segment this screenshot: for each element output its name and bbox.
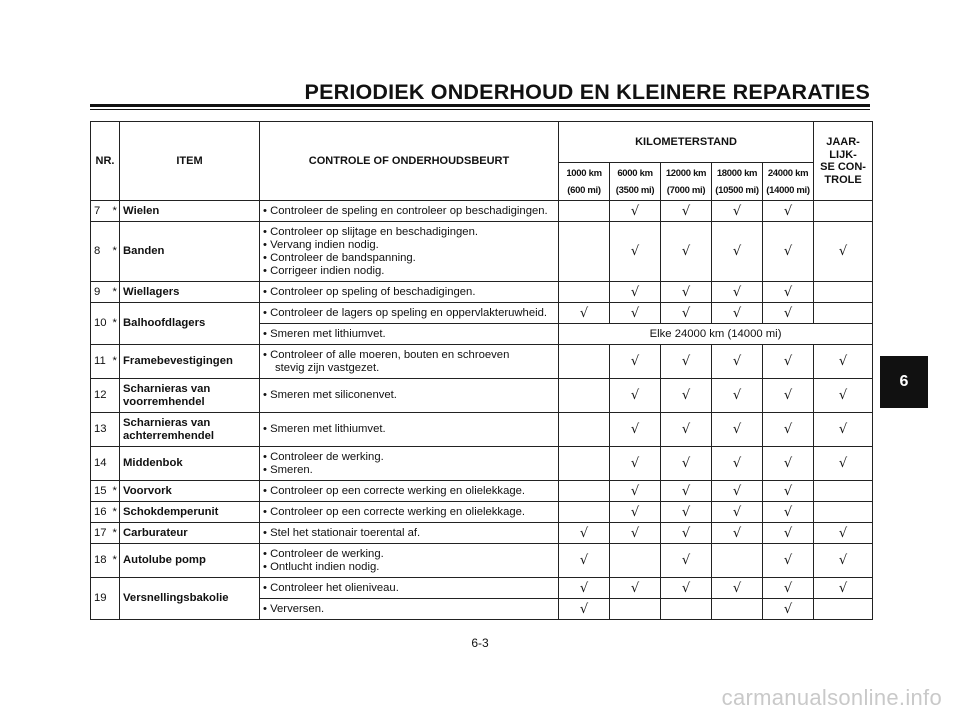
interval-check-cell (712, 447, 763, 481)
table-row (91, 447, 873, 481)
check-mark-icon: √ (630, 483, 640, 499)
item-name-line: Autolube pomp (123, 554, 206, 566)
interval-check-cell (763, 578, 814, 599)
task-description (260, 345, 559, 379)
task-description (260, 481, 559, 502)
check-mark-icon: √ (732, 244, 742, 259)
annual-line: SE CON- (820, 161, 866, 173)
interval-check-cell (559, 447, 610, 481)
dealer-service-marker (111, 578, 120, 620)
table-row (91, 282, 873, 303)
interval-check-cell (763, 413, 814, 447)
interval-check-cell (763, 222, 814, 282)
task-description (260, 523, 559, 544)
item-name (120, 201, 260, 222)
check-mark-icon: √ (732, 580, 742, 596)
dealer-service-marker: * (111, 523, 120, 544)
interval-check-cell (712, 303, 763, 324)
item-name-line: Versnellingsbakolie (123, 592, 229, 604)
check-mark-icon: √ (630, 422, 640, 437)
interval-check-cell (712, 413, 763, 447)
task-line: • Vervang indien nodig. (263, 238, 379, 251)
check-mark-icon: √ (732, 483, 742, 499)
interval-check-cell (763, 345, 814, 379)
interval-check-cell (559, 481, 610, 502)
task-description (260, 222, 559, 282)
header-row-top (91, 122, 873, 163)
km-label: 18000 km (716, 167, 758, 179)
check-mark-icon: √ (783, 354, 793, 369)
check-mark-icon: √ (630, 504, 640, 520)
mi-label: (14000 mi) (766, 184, 810, 196)
interval-check-cell (610, 544, 661, 578)
interval-check-cell (763, 201, 814, 222)
table-row (91, 523, 873, 544)
interval-check-cell (559, 413, 610, 447)
maintenance-table (90, 121, 873, 620)
check-mark-icon: √ (838, 580, 848, 596)
dealer-service-marker: * (111, 544, 120, 578)
table-row (91, 303, 873, 324)
task-line: • Controleer de speling en controleer op beschadigingen. (263, 204, 548, 217)
item-name-line: Wielen (123, 204, 160, 217)
task-description (260, 303, 559, 324)
annual-check-cell (814, 578, 873, 599)
item-name (120, 502, 260, 523)
interval-check-cell (559, 523, 610, 544)
col-header-check: CONTROLE OF ONDERHOUDSBEURT (260, 122, 559, 201)
item-name-line: Wiellagers (123, 285, 180, 298)
check-mark-icon: √ (630, 580, 640, 596)
row-number: 19 (91, 578, 111, 620)
check-mark-icon: √ (783, 284, 793, 300)
check-mark-icon: √ (783, 305, 793, 321)
row-number: 9 (91, 282, 111, 303)
item-name (120, 303, 260, 345)
table-row (91, 379, 873, 413)
interval-check-cell (559, 282, 610, 303)
interval-check-cell (610, 502, 661, 523)
interval-check-cell (661, 345, 712, 379)
watermark: carmanualsonline.info (721, 685, 942, 710)
check-mark-icon: √ (783, 483, 793, 499)
interval-check-cell (763, 303, 814, 324)
interval-check-cell (559, 201, 610, 222)
interval-check-cell (763, 379, 814, 413)
annual-check-cell (814, 447, 873, 481)
dealer-service-marker: * (111, 282, 120, 303)
table-row (91, 222, 873, 282)
check-mark-icon: √ (630, 388, 640, 403)
interval-check-cell (559, 222, 610, 282)
interval-check-cell (610, 599, 661, 620)
interval-check-cell (661, 222, 712, 282)
table-row (91, 413, 873, 447)
interval-check-cell (610, 201, 661, 222)
check-mark-icon: √ (579, 525, 589, 541)
interval-check-cell (610, 523, 661, 544)
annual-check-cell (814, 599, 873, 620)
check-mark-icon: √ (732, 504, 742, 520)
col-header-item: ITEM (120, 122, 260, 201)
check-mark-icon: √ (732, 525, 742, 541)
item-name-line: Balhoofdlagers (123, 317, 206, 329)
interval-check-cell (712, 502, 763, 523)
check-mark-icon: √ (732, 422, 742, 437)
item-name (120, 523, 260, 544)
check-mark-icon: √ (681, 483, 691, 499)
annual-check-cell (814, 413, 873, 447)
page-title: PERIODIEK ONDERHOUD EN KLEINERE REPARATIES (304, 80, 870, 104)
check-mark-icon: √ (681, 456, 691, 471)
task-line: • Controleer op slijtage en beschadigingen. (263, 225, 478, 238)
col-header-nr: NR. (91, 122, 120, 201)
check-mark-icon: √ (732, 305, 742, 321)
item-name (120, 481, 260, 502)
item-name (120, 345, 260, 379)
check-mark-icon: √ (579, 601, 589, 617)
interval-check-cell (712, 599, 763, 620)
dealer-service-marker (111, 447, 120, 481)
interval-check-cell (763, 282, 814, 303)
interval-check-cell (712, 523, 763, 544)
interval-check-cell (559, 379, 610, 413)
row-number: 11 (91, 345, 111, 379)
dealer-service-marker (111, 379, 120, 413)
task-description (260, 324, 559, 345)
interval-check-cell (661, 544, 712, 578)
check-mark-icon: √ (783, 388, 793, 403)
annual-check-cell (814, 201, 873, 222)
check-mark-icon: √ (681, 284, 691, 300)
check-mark-icon: √ (838, 553, 848, 568)
task-description (260, 379, 559, 413)
interval-check-cell (661, 523, 712, 544)
interval-check-cell (559, 502, 610, 523)
check-mark-icon: √ (681, 203, 691, 219)
task-line: • Controleer het olieniveau. (263, 581, 399, 594)
dealer-service-marker: * (111, 222, 120, 282)
task-line: • Smeren met lithiumvet. (263, 423, 386, 435)
interval-check-cell (661, 379, 712, 413)
check-mark-icon: √ (681, 422, 691, 437)
task-line: • Verversen. (263, 602, 325, 615)
interval-check-cell (559, 599, 610, 620)
chapter-tab: 6 (880, 356, 928, 408)
check-mark-icon: √ (630, 354, 640, 369)
row-number: 8 (91, 222, 111, 282)
table-row (91, 345, 873, 379)
interval-check-cell (712, 222, 763, 282)
item-name-line: Scharnieras van (123, 382, 211, 395)
item-name (120, 222, 260, 282)
check-mark-icon: √ (630, 203, 640, 219)
annual-line: TROLE (824, 173, 862, 186)
check-mark-icon: √ (681, 580, 691, 596)
item-name-line: Voorvork (123, 484, 172, 497)
check-mark-icon: √ (838, 422, 848, 437)
col-header-km-18000 (712, 163, 763, 201)
interval-check-cell (610, 303, 661, 324)
task-description (260, 447, 559, 481)
task-line: • Smeren met siliconenvet. (263, 389, 397, 401)
annual-line: JAAR- (826, 136, 860, 148)
task-line: • Smeren. (263, 463, 313, 476)
check-mark-icon: √ (681, 354, 691, 369)
row-number: 12 (91, 379, 111, 413)
dealer-service-marker: * (111, 303, 120, 345)
item-name (120, 379, 260, 413)
interval-check-cell (763, 523, 814, 544)
interval-check-cell (712, 345, 763, 379)
item-name-line: Middenbok (123, 457, 183, 469)
task-line: • Controleer de werking. (263, 450, 384, 463)
dealer-service-marker: * (111, 502, 120, 523)
interval-note: Elke 24000 km (14000 mi) (559, 324, 873, 345)
task-line: stevig zijn vastgezet. (275, 361, 380, 374)
check-mark-icon: √ (681, 553, 691, 568)
interval-check-cell (763, 544, 814, 578)
check-mark-icon: √ (732, 284, 742, 300)
table-row (91, 544, 873, 578)
dealer-service-marker: * (111, 201, 120, 222)
check-mark-icon: √ (681, 388, 691, 403)
item-name-line: voorremhendel (123, 395, 205, 408)
row-number: 13 (91, 413, 111, 447)
interval-check-cell (610, 282, 661, 303)
check-mark-icon: √ (783, 580, 793, 596)
check-mark-icon: √ (579, 553, 589, 568)
item-name-line: Schokdemperunit (123, 505, 219, 518)
item-name (120, 544, 260, 578)
interval-check-cell (610, 447, 661, 481)
dealer-service-marker: * (111, 345, 120, 379)
item-name-line: Framebevestigingen (123, 355, 233, 367)
check-mark-icon: √ (838, 244, 848, 259)
task-line: • Controleer op speling of beschadigingen. (263, 285, 476, 298)
task-line: • Controleer of alle moeren, bouten en schroeven (263, 348, 510, 361)
col-header-km-12000 (661, 163, 712, 201)
check-mark-icon: √ (630, 284, 640, 300)
item-name (120, 282, 260, 303)
item-name-line: Banden (123, 245, 165, 257)
col-header-annual (814, 122, 873, 201)
row-number: 16 (91, 502, 111, 523)
interval-check-cell (559, 578, 610, 599)
task-description (260, 599, 559, 620)
annual-check-cell (814, 345, 873, 379)
interval-check-cell (559, 303, 610, 324)
task-description (260, 544, 559, 578)
task-line: • Corrigeer indien nodig. (263, 264, 385, 277)
col-header-km-1000 (559, 163, 610, 201)
task-line: • Ontlucht indien nodig. (263, 560, 380, 573)
interval-check-cell (661, 413, 712, 447)
row-number: 7 (91, 201, 111, 222)
dealer-service-marker: * (111, 481, 120, 502)
km-label: 24000 km (767, 167, 809, 179)
check-mark-icon: √ (732, 203, 742, 219)
interval-check-cell (661, 447, 712, 481)
interval-check-cell (661, 303, 712, 324)
page-number: 6-3 (471, 636, 489, 650)
interval-check-cell (610, 481, 661, 502)
annual-check-cell (814, 502, 873, 523)
interval-check-cell (661, 502, 712, 523)
annual-check-cell (814, 481, 873, 502)
row-number: 15 (91, 481, 111, 502)
km-label: 1000 km (566, 167, 602, 179)
check-mark-icon: √ (681, 244, 691, 259)
interval-check-cell (712, 201, 763, 222)
interval-check-cell (712, 578, 763, 599)
check-mark-icon: √ (630, 305, 640, 321)
interval-check-cell (763, 599, 814, 620)
item-name-line: achterremhendel (123, 429, 215, 442)
check-mark-icon: √ (783, 504, 793, 520)
check-mark-icon: √ (783, 244, 793, 259)
check-mark-icon: √ (783, 601, 793, 617)
interval-check-cell (661, 201, 712, 222)
task-line: • Controleer op een correcte werking en olielekkage. (263, 505, 526, 518)
item-name-line: Carburateur (123, 526, 188, 539)
annual-check-cell (814, 523, 873, 544)
mi-label: (3500 mi) (615, 184, 655, 196)
task-line: • Controleer de lagers op speling en oppervlakteruwheid. (263, 306, 548, 319)
interval-check-cell (712, 481, 763, 502)
row-number: 17 (91, 523, 111, 544)
table-row (91, 578, 873, 599)
interval-check-cell (661, 481, 712, 502)
interval-check-cell (559, 544, 610, 578)
check-mark-icon: √ (783, 456, 793, 471)
interval-check-cell (610, 345, 661, 379)
dealer-service-marker (111, 413, 120, 447)
title-rule (90, 104, 870, 107)
mi-label: (600 mi) (567, 184, 601, 196)
task-line: • Controleer de werking. (263, 547, 384, 560)
interval-check-cell (712, 379, 763, 413)
task-line: • Stel het stationair toerental af. (263, 526, 421, 539)
col-header-odometer: KILOMETERSTAND (559, 122, 814, 163)
interval-check-cell (661, 599, 712, 620)
interval-check-cell (661, 578, 712, 599)
task-line: • Controleer de bandspanning. (263, 251, 416, 264)
interval-check-cell (763, 447, 814, 481)
item-name (120, 447, 260, 481)
check-mark-icon: √ (732, 354, 742, 369)
task-description (260, 578, 559, 599)
interval-check-cell (610, 222, 661, 282)
task-line: • Smeren met lithiumvet. (263, 327, 386, 340)
row-number: 14 (91, 447, 111, 481)
check-mark-icon: √ (783, 525, 793, 541)
title-rule-thin (90, 109, 870, 110)
annual-check-cell (814, 379, 873, 413)
check-mark-icon: √ (838, 388, 848, 403)
interval-check-cell (712, 282, 763, 303)
mi-label: (7000 mi) (666, 184, 706, 196)
check-mark-icon: √ (783, 203, 793, 219)
item-name (120, 413, 260, 447)
item-name-line: Scharnieras van (123, 416, 211, 429)
check-mark-icon: √ (630, 525, 640, 541)
interval-check-cell (610, 578, 661, 599)
table-row (91, 201, 873, 222)
row-number: 18 (91, 544, 111, 578)
check-mark-icon: √ (838, 354, 848, 369)
check-mark-icon: √ (681, 305, 691, 321)
mi-label: (10500 mi) (715, 184, 759, 196)
row-number: 10 (91, 303, 111, 345)
check-mark-icon: √ (783, 553, 793, 568)
annual-check-cell (814, 282, 873, 303)
check-mark-icon: √ (681, 525, 691, 541)
check-mark-icon: √ (783, 422, 793, 437)
annual-line: LIJK- (829, 148, 857, 161)
interval-check-cell (610, 413, 661, 447)
check-mark-icon: √ (630, 456, 640, 471)
table-row (91, 502, 873, 523)
check-mark-icon: √ (732, 456, 742, 471)
km-label: 6000 km (617, 167, 653, 179)
check-mark-icon: √ (630, 244, 640, 259)
col-header-km-24000 (763, 163, 814, 201)
col-header-km-6000 (610, 163, 661, 201)
interval-check-cell (559, 345, 610, 379)
table-row (91, 481, 873, 502)
task-line: • Controleer op een correcte werking en olielekkage. (263, 484, 526, 497)
check-mark-icon: √ (681, 504, 691, 520)
interval-check-cell (610, 379, 661, 413)
interval-check-cell (763, 502, 814, 523)
interval-check-cell (763, 481, 814, 502)
item-name (120, 578, 260, 620)
check-mark-icon: √ (579, 305, 589, 321)
maintenance-table-container (90, 121, 873, 620)
task-description (260, 502, 559, 523)
maintenance-table-body (91, 201, 873, 620)
annual-check-cell (814, 303, 873, 324)
task-description (260, 282, 559, 303)
interval-check-cell (661, 282, 712, 303)
check-mark-icon: √ (838, 525, 848, 541)
annual-check-cell (814, 222, 873, 282)
check-mark-icon: √ (838, 456, 848, 471)
interval-check-cell (712, 544, 763, 578)
km-label: 12000 km (665, 167, 707, 179)
check-mark-icon: √ (579, 580, 589, 596)
task-description (260, 413, 559, 447)
task-description (260, 201, 559, 222)
annual-check-cell (814, 544, 873, 578)
check-mark-icon: √ (732, 388, 742, 403)
